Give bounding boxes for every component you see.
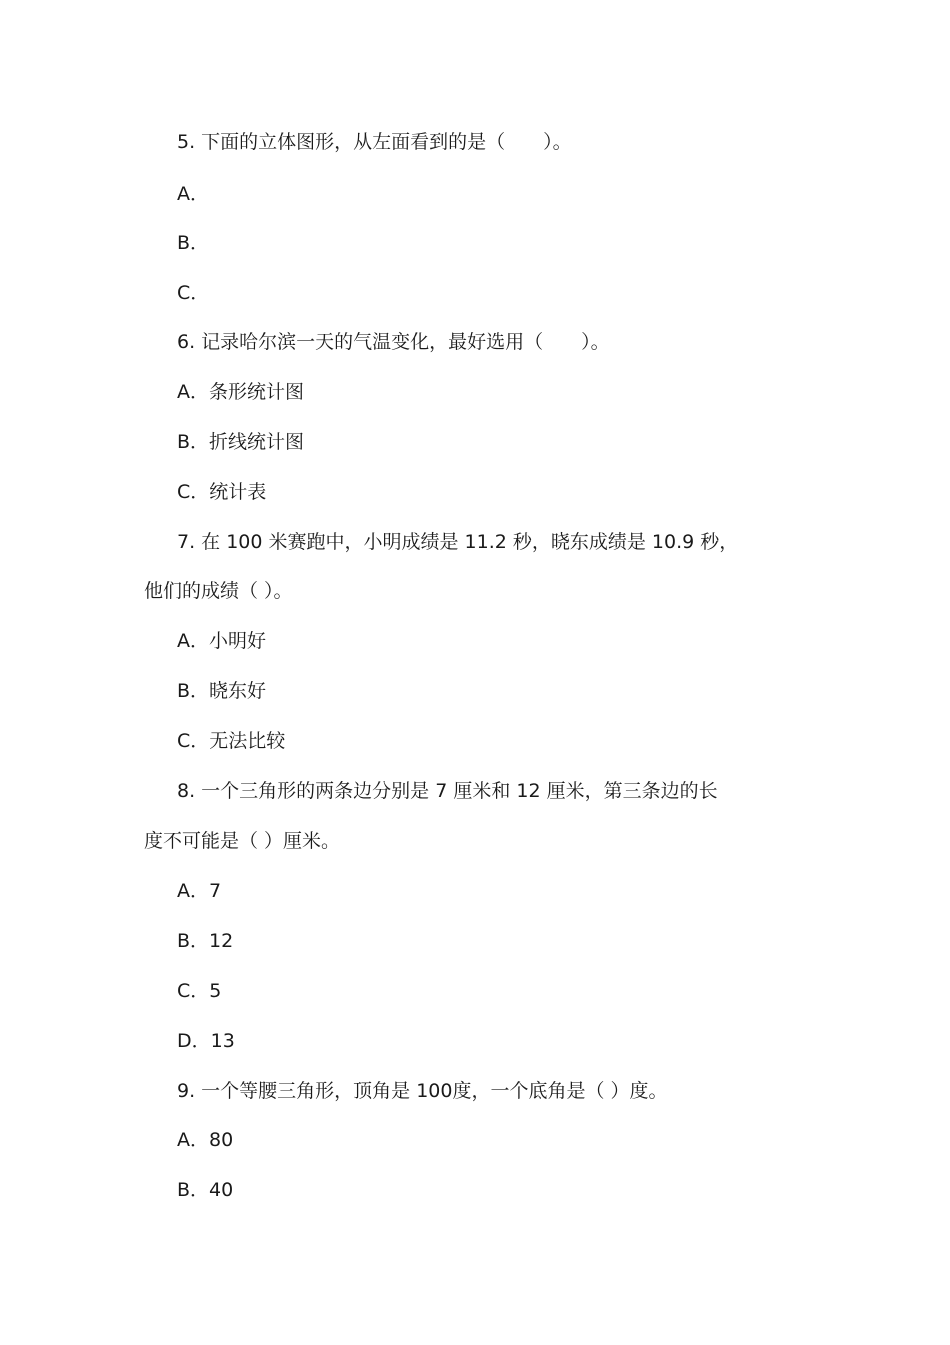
question-8-option-c: C．5 xyxy=(177,980,222,1002)
question-7-option-c: C．无法比较 xyxy=(177,730,286,752)
question-7-option-a: A．小明好 xyxy=(177,630,266,652)
question-6-option-c: C．统计表 xyxy=(177,481,267,503)
question-9-option-b: B．40 xyxy=(177,1179,234,1201)
question-8-stem-continued: 度不可能是（ ）厘米。 xyxy=(144,830,341,852)
question-9-stem: 9. 一个等腰三角形，顶角是 100度，一个底角是（ ）度。 xyxy=(177,1080,668,1102)
question-5-option-b: B． xyxy=(177,232,210,254)
question-5-stem: 5. 下面的立体图形，从左面看到的是（ ）。 xyxy=(177,131,572,153)
question-8-stem: 8. 一个三角形的两条边分别是 7 厘米和 12 厘米，第三条边的长 xyxy=(177,780,718,802)
question-7-stem: 7. 在 100 米赛跑中，小明成绩是 11.2 秒，晓东成绩是 10.9 秒， xyxy=(177,531,739,553)
question-6-stem: 6. 记录哈尔滨一天的气温变化，最好选用（ ）。 xyxy=(177,331,610,353)
question-9-option-a: A．80 xyxy=(177,1129,234,1151)
question-5-option-c: C． xyxy=(177,282,210,304)
question-6-option-b: B．折线统计图 xyxy=(177,431,305,453)
question-7-option-b: B．晓东好 xyxy=(177,680,267,702)
question-8-option-a: A．7 xyxy=(177,880,222,902)
question-5-option-a: A． xyxy=(177,183,209,205)
question-6-option-a: A．条形统计图 xyxy=(177,381,304,403)
question-8-option-b: B．12 xyxy=(177,930,234,952)
question-7-stem-continued: 他们的成绩（ ）。 xyxy=(144,580,293,602)
question-8-option-d: D．13 xyxy=(177,1030,235,1052)
